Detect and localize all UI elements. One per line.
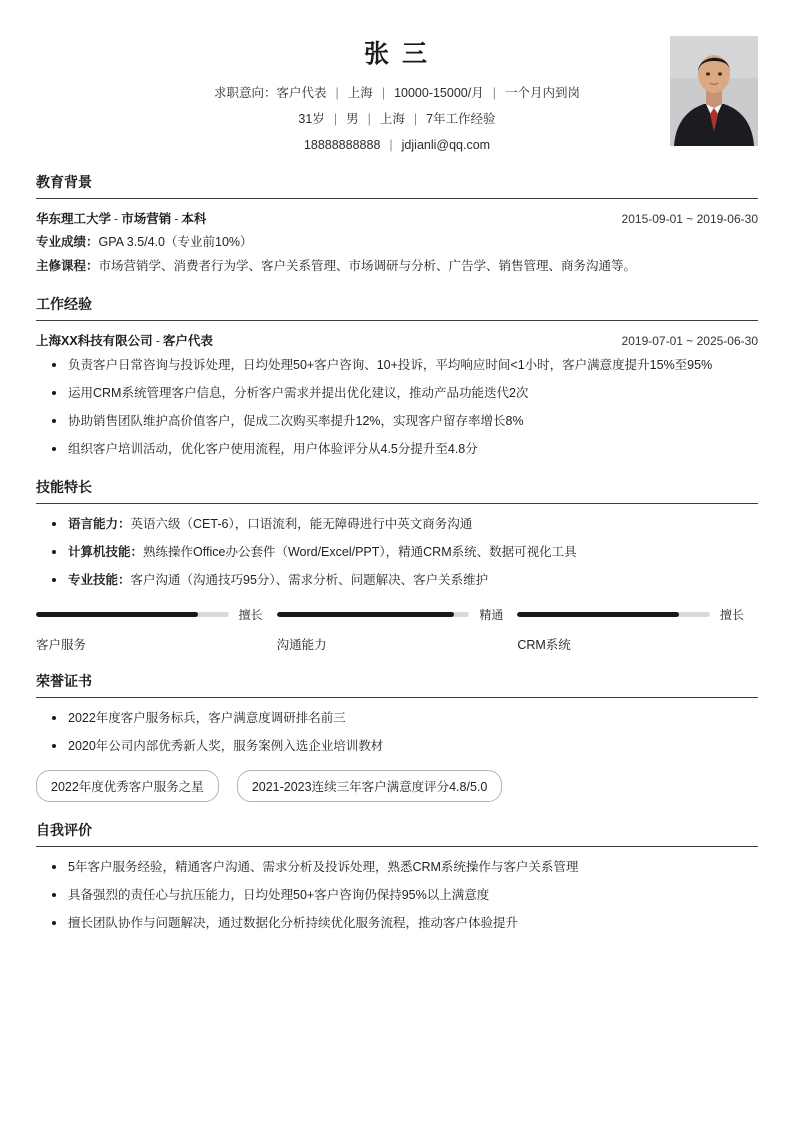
skill-bar-track bbox=[517, 612, 710, 617]
education-entry-left bbox=[36, 209, 206, 227]
basic-item-3: 7年工作经验 bbox=[426, 111, 496, 126]
skill-bar-level: 擅长 bbox=[238, 608, 263, 622]
skill-bar-fill bbox=[277, 612, 454, 617]
section-divider bbox=[36, 198, 758, 199]
honor-tag: 2022年度优秀客户服务之星 bbox=[36, 770, 219, 802]
skill-text: 客户沟通（沟通技巧95分）、需求分析、问题解决、客户关系维护 bbox=[130, 573, 489, 587]
section-title-honors: 荣誉证书 bbox=[36, 673, 92, 689]
divider: | bbox=[335, 86, 339, 100]
basic-item-1: 男 bbox=[346, 111, 359, 126]
divider: | bbox=[389, 137, 393, 152]
section-divider bbox=[36, 320, 758, 321]
work-entry-head bbox=[36, 331, 758, 349]
education-gpa bbox=[36, 233, 758, 252]
work-entry-left bbox=[36, 331, 213, 349]
major-name: 市场营销 bbox=[121, 212, 172, 227]
skill-bar-fill bbox=[36, 612, 198, 617]
skill-bar-level: 精通 bbox=[479, 608, 504, 622]
section-title-work: 工作经验 bbox=[36, 296, 92, 312]
basic-info-line bbox=[36, 110, 758, 129]
job-intent-label: 求职意向： bbox=[214, 86, 277, 100]
list-item bbox=[58, 542, 758, 562]
intent-item-0: 客户代表 bbox=[276, 86, 327, 100]
basic-item-2: 上海 bbox=[379, 111, 405, 126]
degree-name: 本科 bbox=[181, 212, 207, 227]
list-item: 运用CRM系统管理客户信息，分析客户需求并提出优化建议，推动产品功能迭代2次 bbox=[58, 383, 758, 403]
skill-bar-item bbox=[277, 606, 518, 653]
skill-text: 熟练操作Office办公套件（Word/Excel/PPT），精通CRM系统、数据可视化工具 bbox=[143, 545, 577, 559]
skill-bar-row bbox=[277, 606, 504, 623]
skill-bar-row bbox=[36, 606, 263, 623]
honors-bullet-list bbox=[36, 708, 758, 756]
work-bullet-list bbox=[36, 355, 758, 459]
section-summary bbox=[36, 820, 758, 933]
skill-bar-group bbox=[36, 606, 758, 653]
divider: | bbox=[492, 86, 496, 100]
list-item: 2022年度客户服务标兵，客户满意度调研排名前三 bbox=[58, 708, 758, 728]
education-entry-head bbox=[36, 209, 758, 227]
section-honors bbox=[36, 671, 758, 802]
section-education bbox=[36, 172, 758, 276]
intent-item-3: 一个月内到岗 bbox=[504, 86, 580, 100]
dash: - bbox=[155, 334, 160, 348]
skill-bar-row bbox=[517, 606, 744, 623]
list-item: 组织客户培训活动，优化客户使用流程，用户体验评分从4.5分提升至4.8分 bbox=[58, 439, 758, 459]
resume-header bbox=[36, 34, 758, 154]
section-skills bbox=[36, 477, 758, 653]
skill-bar-name: CRM系统 bbox=[517, 638, 571, 652]
education-date: 2015-09-01 ~ 2019-06-30 bbox=[621, 212, 758, 227]
education-gpa-label: 专业成绩： bbox=[36, 235, 99, 250]
list-item: 具备强烈的责任心与抗压能力，日均处理50+客户咨询仍保持95%以上满意度 bbox=[58, 885, 758, 905]
skill-text: 英语六级（CET-6），口语流利，能无障碍进行中英文商务沟通 bbox=[130, 517, 473, 531]
list-item: 2020年公司内部优秀新人奖，服务案例入选企业培训教材 bbox=[58, 736, 758, 756]
skill-label: 专业技能： bbox=[68, 573, 131, 587]
divider: | bbox=[413, 111, 418, 126]
skills-bullet-list bbox=[36, 514, 758, 590]
section-divider bbox=[36, 503, 758, 504]
skill-bar-track bbox=[36, 612, 229, 617]
skill-bar-item bbox=[517, 606, 758, 653]
honor-tag-group bbox=[36, 770, 758, 802]
section-divider bbox=[36, 697, 758, 698]
phone-number: 18888888888 bbox=[303, 137, 381, 152]
divider: | bbox=[367, 111, 371, 126]
section-work bbox=[36, 294, 758, 459]
section-title-skills: 技能特长 bbox=[36, 479, 92, 495]
skill-bar-name: 客户服务 bbox=[36, 638, 87, 652]
section-divider bbox=[36, 846, 758, 847]
dash: - bbox=[174, 212, 179, 227]
honor-tag: 2021-2023连续三年客户满意度评分4.8/5.0 bbox=[237, 770, 503, 802]
summary-bullet-list bbox=[36, 857, 758, 933]
dash: - bbox=[114, 212, 119, 227]
skill-label: 语言能力： bbox=[68, 517, 131, 531]
list-item: 擅长团队协作与问题解决，通过数据化分析持续优化服务流程，推动客户体验提升 bbox=[58, 913, 758, 933]
section-title-summary: 自我评价 bbox=[36, 822, 92, 838]
section-title-education: 教育背景 bbox=[36, 174, 92, 191]
work-date: 2019-07-01 ~ 2025-06-30 bbox=[621, 334, 758, 348]
intent-item-2: 10000-15000/月 bbox=[394, 86, 484, 100]
list-item bbox=[58, 514, 758, 534]
job-position: 客户代表 bbox=[162, 334, 213, 348]
list-item bbox=[58, 570, 758, 590]
skill-label: 计算机技能： bbox=[68, 545, 144, 559]
basic-item-0: 31岁 bbox=[298, 111, 325, 126]
intent-item-1: 上海 bbox=[347, 86, 373, 100]
skill-bar-name: 沟通能力 bbox=[276, 638, 327, 652]
email-address: jdjianli@qq.com bbox=[401, 137, 491, 152]
divider: | bbox=[333, 111, 338, 126]
list-item: 5年客户服务经验，精通客户沟通、需求分析及投诉处理，熟悉CRM系统操作与客户关系管理 bbox=[58, 857, 758, 877]
skill-bar-item bbox=[36, 606, 277, 653]
education-gpa-value: GPA 3.5/4.0（专业前10%） bbox=[98, 235, 253, 250]
portrait-photo bbox=[670, 36, 758, 146]
page-title: 张 三 bbox=[364, 40, 430, 68]
list-item: 负责客户日常咨询与投诉处理，日均处理50+客户咨询、10+投诉，平均响应时间<1小时，客户满意度提升15%至95% bbox=[58, 355, 758, 375]
contact-line bbox=[36, 136, 758, 155]
skill-bar-fill bbox=[517, 612, 679, 617]
education-courses bbox=[36, 257, 758, 276]
divider: | bbox=[381, 86, 386, 100]
skill-bar-track bbox=[277, 612, 470, 617]
school-name: 华东理工大学 bbox=[36, 212, 112, 227]
education-courses-value: 市场营销学、消费者行为学、客户关系管理、市场调研与分析、广告学、销售管理、商务沟通等。 bbox=[98, 258, 637, 273]
job-intent-line bbox=[36, 84, 758, 103]
company-name: 上海XX科技有限公司 bbox=[36, 334, 153, 348]
education-courses-label: 主修课程： bbox=[36, 258, 99, 273]
list-item: 协助销售团队维护高价值客户，促成二次购买率提升12%，实现客户留存率增长8% bbox=[58, 411, 758, 431]
skill-bar-level: 擅长 bbox=[720, 608, 745, 622]
